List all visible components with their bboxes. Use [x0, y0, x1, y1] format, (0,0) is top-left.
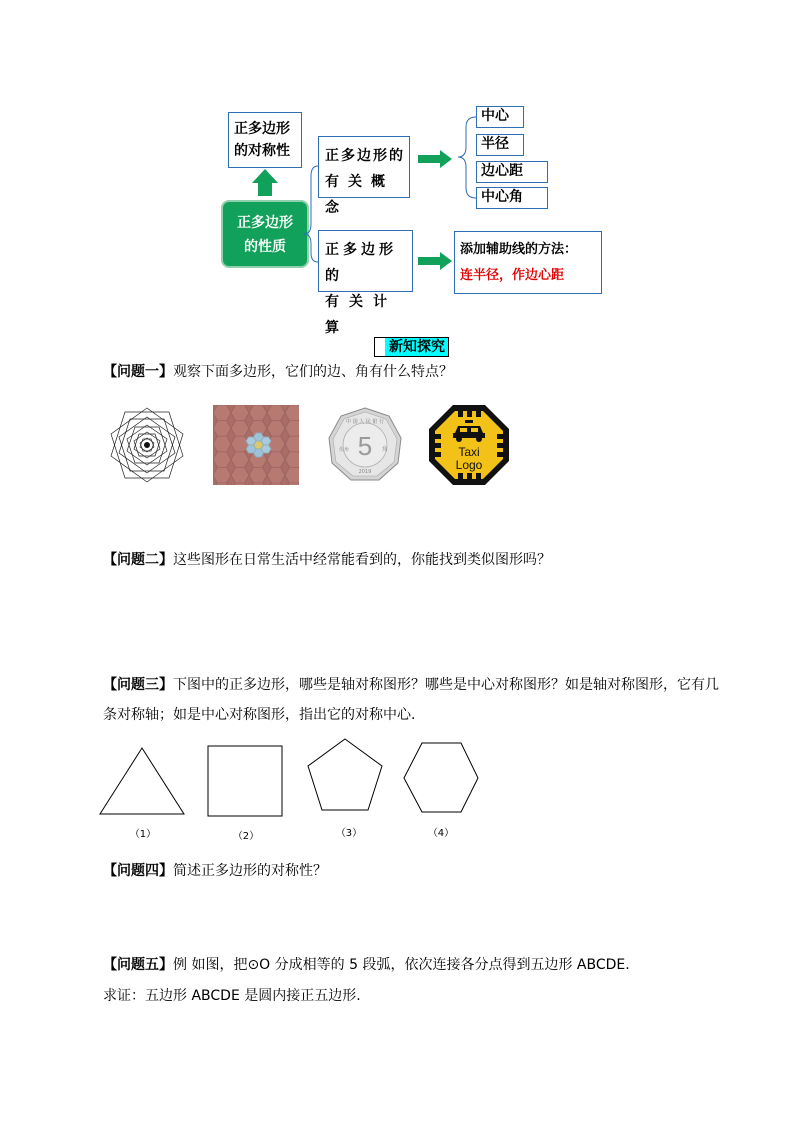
question-5-proof: [103, 986, 361, 1006]
taxi-logo-image: [427, 403, 511, 487]
section-title: [374, 337, 449, 357]
question-5-tag: 【问题五】: [103, 957, 173, 973]
question-3-text-line1: 下图中的正多边形，哪些是轴对称图形？哪些是中心对称图形？如是轴对称图形，它有几: [173, 677, 719, 693]
coin-year-text: 2019: [358, 469, 372, 475]
leaf-radius: 半径: [476, 134, 524, 156]
question-5-proof-text: 求证：五边形 ABCDE 是圆内接正五边形.: [103, 988, 361, 1004]
leaf-apothem: 边心距: [476, 161, 548, 183]
question-4-tag: 【问题四】: [103, 863, 173, 879]
question-3-text-line2: 条对称轴；如是中心对称图形，指出它的对称中心.: [103, 707, 416, 723]
question-4-text: 简述正多边形的对称性？: [173, 863, 327, 879]
question-3-line2: [103, 705, 415, 725]
symmetry-box-line2: 的对称性: [234, 143, 290, 159]
shape-caption-4: （4）: [427, 828, 455, 839]
concepts-box-line1: 正多边形的: [325, 148, 405, 164]
pentagon-shape: [308, 739, 382, 810]
coin-left-text: 伍角: [338, 447, 350, 453]
symmetry-box-line1: 正多边形: [234, 121, 290, 137]
right-brace: [458, 117, 476, 198]
question-3-tag: 【问题三】: [103, 677, 173, 693]
regular-polygons-figure: [95, 735, 490, 820]
question-5: [103, 955, 630, 975]
concepts-box-line2: 有关概念: [325, 174, 394, 216]
up-arrow-icon: [252, 169, 278, 196]
taxi-line2-text: Logo: [455, 458, 483, 472]
coin-top-text: 中 国 人 民 银 行: [346, 419, 384, 425]
square-shape: [208, 746, 282, 816]
question-1-text: 观察下面多边形，它们的边、角有什么特点？: [173, 364, 453, 380]
coin-value-text: 5: [357, 431, 373, 461]
leaf-central-angle: 中心角: [476, 187, 548, 209]
question-1: [103, 362, 453, 382]
coin-unit-text: 角: [381, 446, 389, 453]
shape-caption-1: （1）: [129, 829, 157, 840]
root-box-line2: 的性质: [244, 239, 286, 255]
method-box-line1: 添加辅助线的方法：: [460, 242, 578, 257]
nested-pentagons-image: [107, 405, 187, 485]
shape-caption-2: （2）: [232, 831, 260, 842]
hexagon-shape: [404, 743, 478, 812]
right-arrow-icon-1: [418, 150, 452, 168]
right-arrow-icon-2: [418, 252, 452, 270]
question-1-tag: 【问题一】: [103, 364, 173, 380]
question-5-text: 例 如图，把⊙O 分成相等的 5 段弧，依次连接各分点得到五边形 ABCDE.: [173, 957, 630, 973]
hexagon-tiles-image: [213, 405, 299, 485]
question-2-text: 这些图形在日常生活中经常能看到的，你能找到类似图形吗？: [173, 552, 551, 568]
taxi-line1-text: Taxi: [458, 445, 480, 459]
calc-box-line2: 有关计算: [325, 294, 397, 336]
diagram-connectors: [0, 0, 794, 320]
question-3-line1: [103, 675, 719, 695]
section-title-text: 新知探究: [389, 339, 445, 355]
left-brace: [304, 166, 318, 262]
question-2: [103, 550, 551, 570]
shape-caption-3: （3）: [335, 828, 363, 839]
coin-image: [326, 405, 404, 485]
question-4: [103, 861, 327, 881]
triangle-shape: [100, 748, 184, 814]
calc-box-line1: 正多边形的: [325, 242, 397, 284]
root-box-line1: 正多边形: [237, 215, 293, 231]
question-2-tag: 【问题二】: [103, 552, 173, 568]
leaf-center: 中心: [476, 106, 524, 128]
method-box-line2: 连半径，作边心距: [460, 268, 565, 283]
